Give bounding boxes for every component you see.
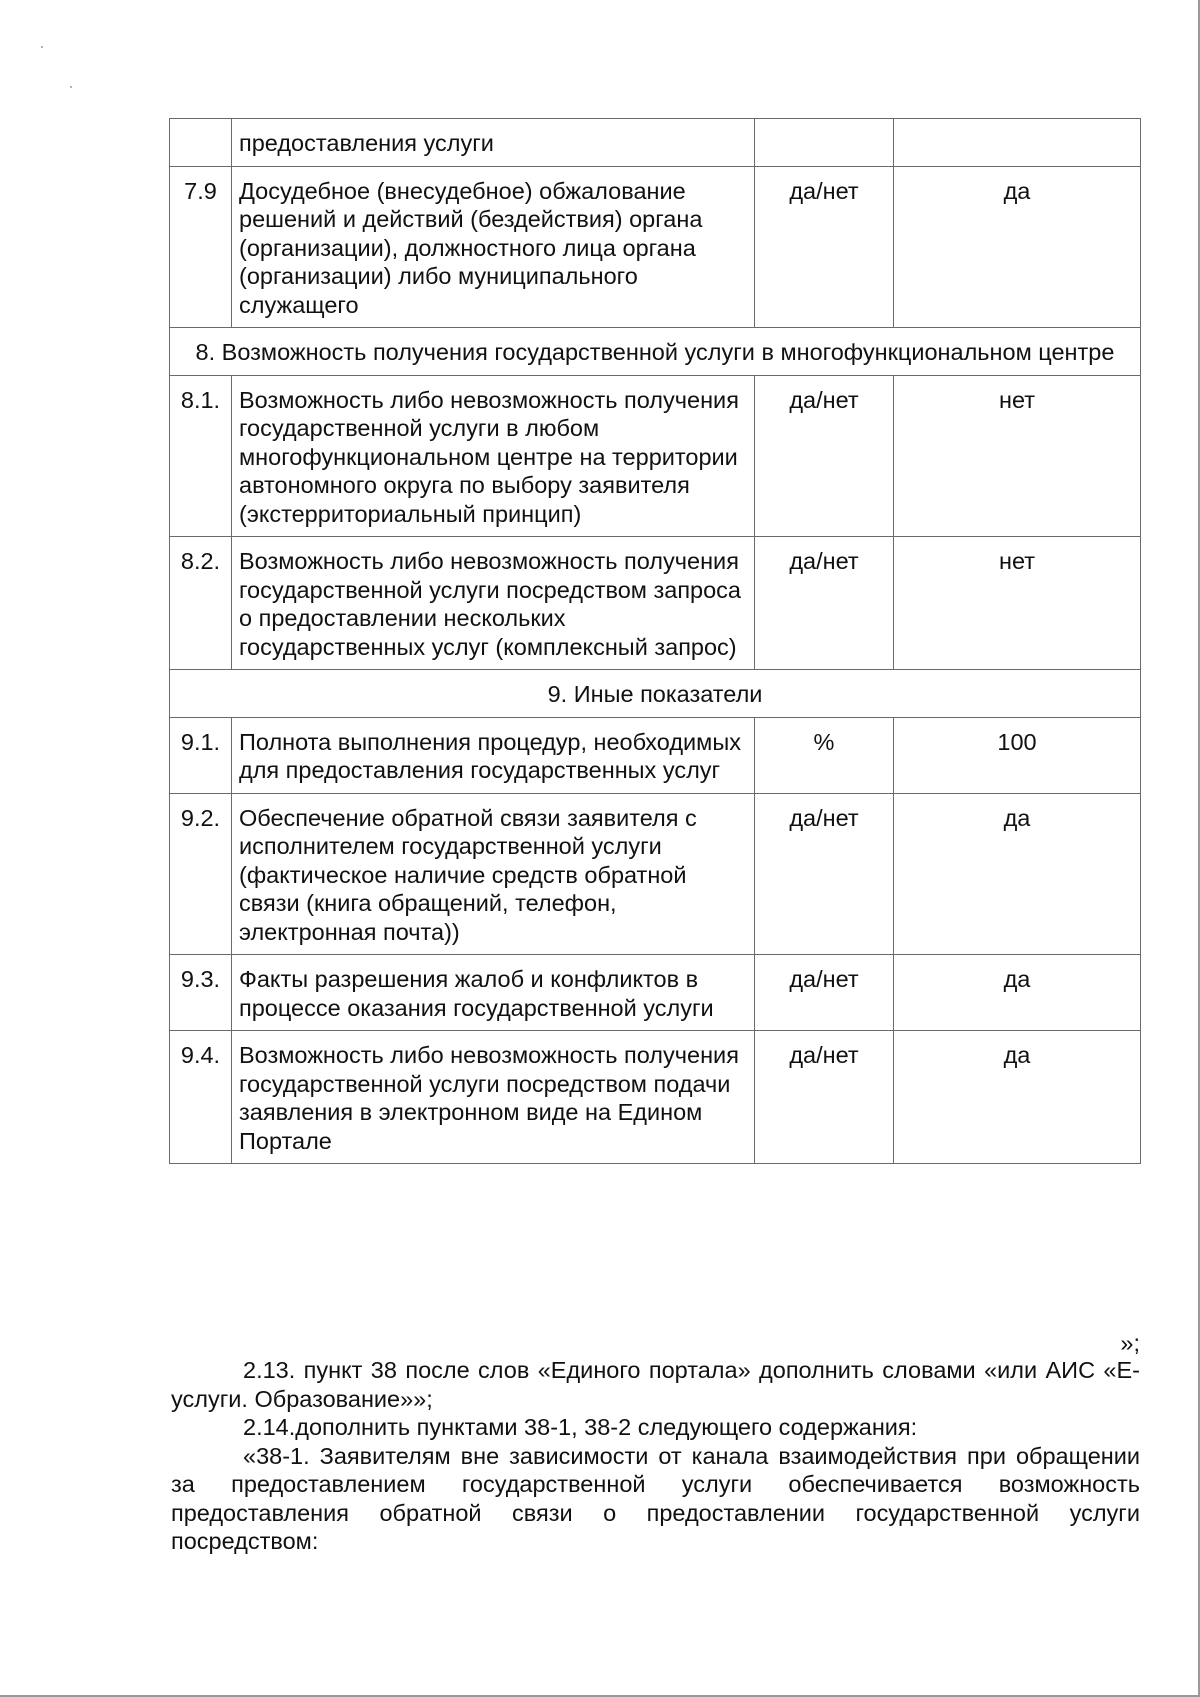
row-number: 9.4.	[170, 1031, 232, 1164]
row-number	[170, 119, 232, 167]
row-number: 9.3.	[170, 955, 232, 1031]
table-row	[170, 119, 1141, 167]
row-number: 9.2.	[170, 793, 232, 955]
table-row	[170, 375, 1141, 537]
row-number: 8.1.	[170, 375, 232, 537]
paragraph-38-1: «38-1. Заявителям вне зависимости от канала взаимодействия при обращении за предоставлением государственной услуги обеспечивается возможность предоставления обратной связи о предоставлении государственной услуги посредством:	[171, 1442, 1140, 1554]
row-indicator-text: Возможность либо невозможность получения государственной услуги посредством запроса о предоставлении нескольких государственных услуг (комплексный запрос)	[232, 537, 755, 670]
row-value: да	[894, 1031, 1141, 1164]
indicators-table	[169, 118, 1141, 1164]
closing-quote: »;	[1120, 1330, 1140, 1356]
row-unit: да/нет	[755, 793, 894, 955]
section-row	[170, 328, 1141, 376]
row-value	[894, 119, 1141, 167]
row-value: нет	[894, 375, 1141, 537]
paragraph-2-13: 2.13. пункт 38 после слов «Единого портала» дополнить словами «или АИС «Е-услуги. Образование»»;	[171, 1357, 1140, 1412]
row-unit: да/нет	[755, 537, 894, 670]
row-unit: да/нет	[755, 375, 894, 537]
row-indicator-text: Возможность либо невозможность получения государственной услуги посредством подачи заявления в электронном виде на Едином Портале	[232, 1031, 755, 1164]
table-row	[170, 537, 1141, 670]
row-indicator-text: Факты разрешения жалоб и конфликтов в процессе оказания государственной услуги	[232, 955, 755, 1031]
scan-speck	[41, 46, 43, 48]
row-unit	[755, 119, 894, 167]
paragraph-2-14: 2.14.дополнить пунктами 38-1, 38-2 следующего содержания:	[243, 1414, 918, 1440]
row-number: 8.2.	[170, 537, 232, 670]
row-indicator-text: Досудебное (внесудебное) обжалование решений и действий (бездействия) органа (организации), должностного лица органа (организации) либо муниципального служащего	[232, 166, 755, 328]
row-value: да	[894, 793, 1141, 955]
row-indicator-text: Возможность либо невозможность получения государственной услуги в любом многофункциональном центре на территории автономного округа по выбору заявителя (экстерриториальный принцип)	[232, 375, 755, 537]
table-row	[170, 955, 1141, 1031]
row-value: нет	[894, 537, 1141, 670]
table-row	[170, 166, 1141, 328]
amendment-text	[171, 1356, 1140, 1556]
scan-speck	[70, 86, 72, 88]
row-unit: да/нет	[755, 955, 894, 1031]
row-number: 9.1.	[170, 717, 232, 793]
row-indicator-text: предоставления услуги	[232, 119, 755, 167]
table-row	[170, 793, 1141, 955]
row-number: 7.9	[170, 166, 232, 328]
row-value: да	[894, 955, 1141, 1031]
row-unit: да/нет	[755, 1031, 894, 1164]
row-indicator-text: Полнота выполнения процедур, необходимых для предоставления государственных услуг	[232, 717, 755, 793]
row-value: 100	[894, 717, 1141, 793]
section-heading: 8. Возможность получения государственной услуги в многофункциональном центре	[170, 328, 1141, 376]
row-unit: %	[755, 717, 894, 793]
section-heading: 9. Иные показатели	[170, 670, 1141, 718]
table-row	[170, 717, 1141, 793]
row-indicator-text: Обеспечение обратной связи заявителя с исполнителем государственной услуги (фактическое наличие средств обратной связи (книга обращений, телефон, электронная почта))	[232, 793, 755, 955]
row-value: да	[894, 166, 1141, 328]
section-row	[170, 670, 1141, 718]
row-unit: да/нет	[755, 166, 894, 328]
table-row	[170, 1031, 1141, 1164]
